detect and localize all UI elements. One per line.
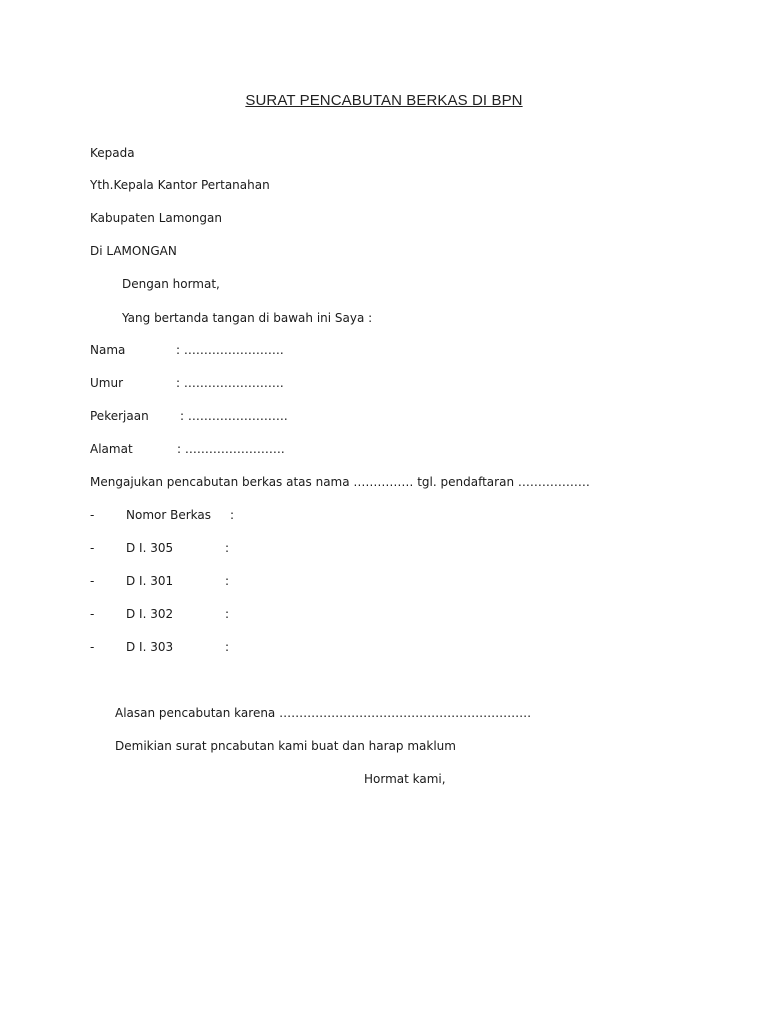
- field-alamat-value: : …………………….: [177, 442, 285, 456]
- field-pekerjaan-value: : …………………….: [180, 409, 288, 423]
- field-pekerjaan-label: Pekerjaan: [90, 409, 149, 423]
- berkas-item-colon: :: [225, 607, 230, 621]
- berkas-item-label: D I. 302: [126, 607, 174, 621]
- berkas-item-label: D I. 303: [126, 640, 174, 654]
- reason-text: Alasan pencabutan karena ………………………………………………………: [115, 706, 532, 720]
- greeting: Dengan hormat,: [122, 277, 220, 291]
- field-umur-label: Umur: [90, 376, 124, 390]
- berkas-item-bullet: -: [90, 640, 95, 654]
- berkas-item-bullet: -: [90, 574, 95, 588]
- field-alamat-label: Alamat: [90, 442, 133, 456]
- field-nama-label: Nama: [90, 343, 126, 357]
- recipient-line-3: Kabupaten Lamongan: [90, 211, 222, 225]
- berkas-item-label: D I. 305: [126, 541, 174, 555]
- berkas-item-colon: :: [225, 640, 230, 654]
- recipient-line-1: Kepada: [90, 146, 135, 160]
- recipient-line-2: Yth.Kepala Kantor Pertanahan: [90, 178, 270, 192]
- berkas-item-label: D I. 301: [126, 574, 174, 588]
- berkas-header-colon: :: [230, 508, 235, 522]
- berkas-item-bullet: -: [90, 607, 95, 621]
- document-title: SURAT PENCABUTAN BERKAS DI BPN: [245, 92, 523, 109]
- recipient-line-4: Di LAMONGAN: [90, 244, 177, 258]
- berkas-header-label: Nomor Berkas: [126, 508, 211, 522]
- field-umur-value: : …………………….: [176, 376, 284, 390]
- berkas-header-bullet: -: [90, 508, 95, 522]
- signoff-text: Hormat kami,: [364, 772, 446, 786]
- berkas-item-bullet: -: [90, 541, 95, 555]
- berkas-item-colon: :: [225, 574, 230, 588]
- field-nama-value: : …………………….: [176, 343, 284, 357]
- intro-text: Yang bertanda tangan di bawah ini Saya :: [122, 311, 373, 325]
- request-text: Mengajukan pencabutan berkas atas nama …………… tgl. pendaftaran ………………: [90, 475, 590, 489]
- berkas-item-colon: :: [225, 541, 230, 555]
- closing-text: Demikian surat pncabutan kami buat dan harap maklum: [115, 739, 456, 753]
